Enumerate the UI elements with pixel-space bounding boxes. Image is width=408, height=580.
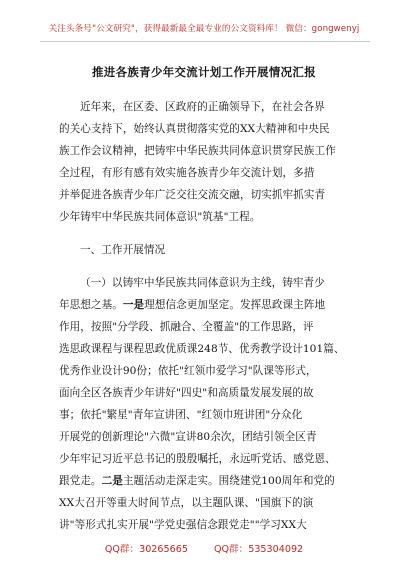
paragraph-gap [59, 228, 359, 239]
body-text: 跟党走。 [59, 475, 102, 487]
body-line: 事；依托"繁星"青年宣讲团、"红领巾班讲团"分众化 [59, 409, 303, 421]
body-line: 讲"等形式扎实开展"学党史强信念跟党走""学习XX大 [59, 519, 307, 531]
emphasis-label: 二是 [101, 475, 123, 487]
footer-qq-group-1: QQ群：30265665 [104, 544, 188, 555]
body-line: 少年铸牢中华民族共同体意识"筑基"工程。 [59, 211, 261, 223]
body-line: XX大召开等重大时间节点，以主题队课、"国旗下的演 [59, 497, 314, 509]
body-line: 并举促进各族青少年广泛交往交流交融，切实抓牢抓实青 [59, 189, 326, 201]
body-line: 近年来，在区委、区政府的正确领导下，在社会各界 [80, 101, 325, 113]
section-heading: 一、工作开展情况 [80, 244, 166, 256]
header-divider [40, 41, 370, 42]
body-text: 主题活动走深走实。围绕建党100周年和党的 [122, 475, 335, 487]
page-header-promo: 关注头条号"公文研究"，获得最新最全最专业的公文资料库！ 微信：gongwenyj [48, 24, 360, 34]
page-footer [0, 541, 408, 555]
body-line: 族工作会议精神，把铸牢中华民族共同体意识贯穿民族工作 [59, 145, 336, 157]
body-line: 优秀作业设计90份；依托"红领巾爱学习"队课等形式， [59, 365, 317, 377]
body-line [59, 294, 359, 316]
body-line: 开展党的创新理论"六微"宣讲80余次，团结引领全区青 [59, 431, 317, 443]
body-text: 年思想之基。 [59, 299, 123, 311]
document-body [59, 96, 359, 536]
body-line: 选思政课程与课程思政优质课248节、优秀教学设计101篇、 [59, 343, 345, 355]
subsection-heading: （一）以铸牢中华民族共同体意识为主线，铸牢青少 [80, 277, 325, 289]
body-line: 全过程，有形有感有效实施各族青少年交流计划，多措 [59, 167, 315, 179]
document-title: 推进各族青少年交流计划工作开展情况汇报 [91, 65, 317, 79]
body-line: 少年牢记习近平总书记的殷殷嘱托，永远听党话、感党恩、 [59, 453, 336, 465]
body-text: 理想信念更加坚定。发挥思政课主阵地 [144, 299, 326, 311]
footer-qq-group-2: QQ群：535304092 [213, 544, 304, 555]
body-line [59, 470, 359, 492]
body-line: 作用，按照"分学段、抓融合、全覆盖"的工作思路，评 [59, 321, 314, 333]
paragraph-gap [59, 261, 359, 272]
emphasis-label: 一是 [122, 299, 145, 311]
body-line: 的关心支持下，始终认真贯彻落实党的XX大精神和中央民 [59, 123, 330, 135]
body-line: 面向全区各族青少年讲好"四史"和高质量发展发展的故 [59, 387, 314, 399]
